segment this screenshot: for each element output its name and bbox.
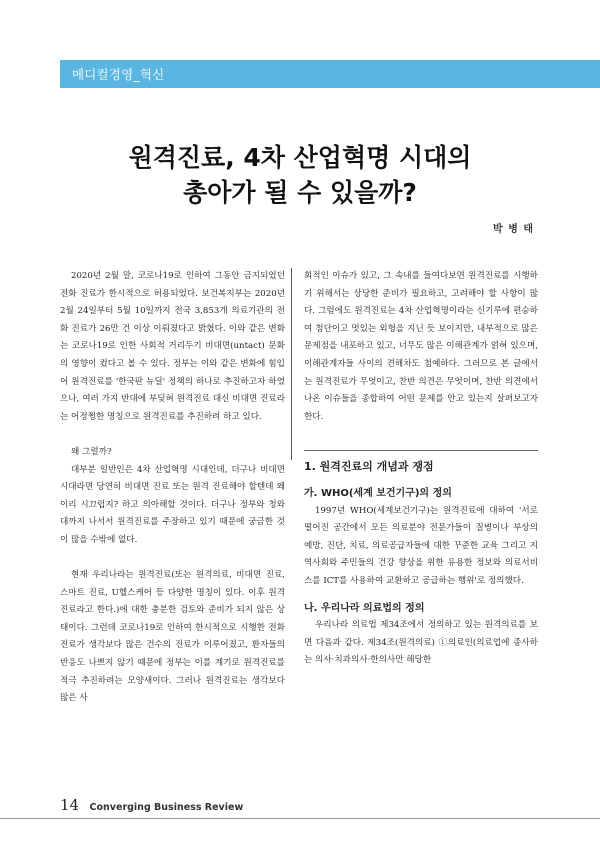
intro-paragraph: 2020년 2월 말, 코로나19로 인하여 그동안 금지되었던 전화 진료가 한시적으로 허용되었다. 보건복지부는 2020년 2월 24일부터 5월 10일까지 전국 3,853개 의료기관의 전화 진료가 26만 건 이상 이뤄졌다고 밝혔다. 이와 같은 변화는 코로나19로 인한 사회적 거리두기 비대면(untact) 문화의 영향이 컸다고 볼 수 있다. 정부는 이와 같은 변화에 힘입어 원격진료를 '한국판 뉴딜' 정책의 하나로 추진하고자 하였으나, 여러 가지 반대에 부딪혀 원격진료 대신 비대면 진료라는 어정쩡한 명칭으로 원격진료를 추진하려 하고 있다. <box>60 271 285 422</box>
page-number: 14 <box>60 796 80 814</box>
section-heading: 1. 원격진료의 개념과 쟁점 <box>304 460 434 474</box>
current-status-paragraph: 현재 우리나라는 원격진료(또는 원격의료, 비대면 진료, 스마트 진료, U헬스케어 등 다양한 명칭이 있다. 이후 원격진료라고 한다.)에 대한 충분한 검토와 준비가 되지 않은 상태이다. 그런데 코로나19로 인하여 한시적으로 시행한 전화 진료가 생각보다 많은 건수의 진료가 이루어졌고, 환자들의 반응도 나쁘지 않기 때문에 정부는 이를 계기로 원격진료를 적극 추진하려는 모양새이다. 그러나 원격진료는 생각보다 많은 사 <box>60 570 285 704</box>
question-line: 왜 그럴까? <box>71 446 112 457</box>
continued-paragraph: 회적인 이슈가 있고, 그 속내를 들여다보면 원격진료를 시행하기 위해서는 상당한 준비가 필요하고, 고려해야 할 사항이 많다. 그럼에도 원격진료는 4차 산업혁명이라는 신기루에 편승하여 첨단이고 멋있는 외형을 지닌 듯 보이지만, 내부적으로 많은 문제점을 내포하고 있고, 너무도 많은 이해관계가 얽혀 있으며, 이해관계자들 사이의 견해차도 첨예하다. 그러므로 본 글에서는 원격진료가 무엇이고, 찬반 의견은 무엇이며, 찬반 의견에서 나온 이슈들을 종합하여 어떤 문제를 안고 있는지 살펴보고자 한다. <box>304 271 538 422</box>
subheading-who: 가. WHO(세계 보건기구)의 정의 <box>304 487 452 499</box>
question-paragraph: 대부분 일반인은 4차 산업혁명 시대인데, 더구나 비대면 시대라면 당연히 비대면 진료 또는 원격 진료해야 할텐데 왜 이리 시끄럽지? 하고 의아해할 것이다. 더구나 정부와 청와대까지 나서서 원격진료를 주장하고 있기 때문에 궁금한 것이 많을 수밖에 없다. <box>60 464 285 545</box>
section-label: 메디컬경영_혁신 <box>72 67 165 82</box>
footer-rule <box>0 818 600 819</box>
section-divider <box>304 450 538 451</box>
column-divider <box>291 268 292 460</box>
section-banner <box>60 60 600 88</box>
who-definition-paragraph: 1997년 WHO(세계보건기구)는 원격진료에 대하여 '서로 떨어진 공간에서 모든 의료분야 전문가들이 질병이나 부상의 예방, 진단, 치료, 의료공급자들에 대한 꾸준한 교육 그리고 지역사회와 주민들의 건강 향상을 위한 유용한 정보와 의료서비스를 ICT를 사용하여 교환하고 공급하는 행위'로 정의했다. <box>304 505 538 586</box>
publication-name: Converging Business Review <box>89 802 244 813</box>
author-name: 박 병 태 <box>493 224 534 235</box>
article-title <box>0 140 600 210</box>
left-column <box>60 268 285 708</box>
title-line-2: 총아가 될 수 있을까? <box>183 178 417 207</box>
medical-law-paragraph: 우리나라 의료법 제34조에서 정의하고 있는 원격의료를 보면 다음과 같다. 제34조(원격의료) ①의료인(의료업에 종사하는 의사·치과의사·한의사만 해당한 <box>304 620 538 666</box>
title-line-1: 원격진료, 4차 산업혁명 시대의 <box>128 143 472 172</box>
page-footer <box>60 796 243 814</box>
subheading-medical-law: 나. 우리나라 의료법의 정의 <box>304 602 425 614</box>
right-column <box>304 268 538 670</box>
